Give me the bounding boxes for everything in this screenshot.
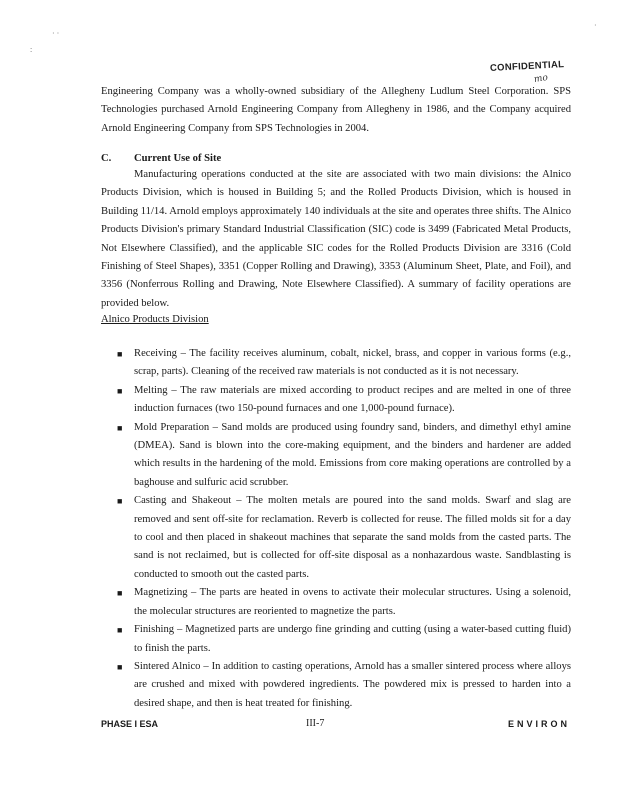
confidential-stamp: CONFIDENTIAL <box>489 59 565 74</box>
division-subheading: Alnico Products Division <box>101 314 209 325</box>
intro-paragraph: Engineering Company was a wholly-owned subsidiary of the Allegheny Ludlum Steel Corporation. SPS Technologies purchased Arnold Engineering Company from Allegheny in 1986, and the Company acquired Arnold Engineering Company from SPS Technologies in 2004. <box>101 86 571 134</box>
bullet-icon: ■ <box>117 625 123 636</box>
list-item <box>101 345 571 382</box>
list-item-text: Magnetizing – The parts are heated in ovens to activate their molecular structures. Using a solenoid, the molecular structures are reoriented to magnetize the parts. <box>134 587 571 617</box>
footer-report-label: PHASE I ESA <box>101 719 159 729</box>
list-item <box>101 584 571 621</box>
section-paragraph: Manufacturing operations conducted at the site are associated with two main divisions: the Alnico Products Division, which is housed in Building 5; and the Rolled Products Division, which is housed in Building 11/14. Arnold employs approximately 140 individuals at the site and operates three shifts. The Alnico Products Division's primary Standard Industrial Classification (SIC) code is 3499 (Fabricated Metal Products, Not Elsewhere Classified), and the applicable SIC codes for the Rolled Products Division are 3316 (Cold Finishing of Steel Shapes), 3351 (Copper Rolling and Drawing), 3353 (Aluminum Sheet, Plate, and Foil), and 3356 (Nonferrous Rolling and Drawing, Note Elsewhere Classified). A summary of facility operations are provided below. <box>101 169 571 309</box>
list-item <box>101 419 571 493</box>
list-item-text: Receiving – The facility receives aluminum, cobalt, nickel, brass, and copper in various forms (e.g., scrap, parts). Cleaning of the received raw materials is not conducted as it is not necessary. <box>134 348 571 378</box>
bullet-icon: ■ <box>117 385 123 396</box>
list-item-text: Mold Preparation – Sand molds are produced using foundry sand, binders, and dimethyl ethyl amine (DMEA). Sand is blown into the core-making equipment, and the binders and hardener are added which results in the hardening of the mold. Emissions from core making operations are controlled by a baghouse and sulfuric acid scrubber. <box>134 421 571 488</box>
bullet-icon: ■ <box>117 588 123 599</box>
list-item-text: Finishing – Magnetized parts are undergo fine grinding and cutting (using a water-based cutting fluid) to finish the parts. <box>134 624 571 654</box>
list-item <box>101 382 571 419</box>
list-item <box>101 492 571 584</box>
page-number: III-7 <box>306 718 325 729</box>
bullet-icon: ■ <box>117 661 123 672</box>
footer-company: ENVIRON <box>508 719 571 729</box>
scan-speck: · · <box>52 29 60 38</box>
list-item-text: Sintered Alnico – In addition to casting operations, Arnold has a smaller sintered process where alloys are crushed and mixed with powdered ingredients. The powdered mix is pressed to harden into a desired shape, and then is heat treated for finishing. <box>134 660 571 709</box>
list-item <box>101 658 571 713</box>
bullet-icon: ■ <box>117 496 123 507</box>
stamp-initials: mo <box>533 72 549 86</box>
list-item-text: Melting – The raw materials are mixed according to product recipes and are melted in one of three induction furnaces (two 150-pound furnaces and one 1,000-pound furnace). <box>134 384 571 415</box>
bullet-icon: ■ <box>117 422 123 433</box>
scan-speck: · <box>594 21 597 30</box>
operations-list <box>101 345 571 713</box>
section-title: Current Use of Site <box>134 153 222 164</box>
list-item <box>101 621 571 658</box>
bullet-icon: ■ <box>117 349 123 359</box>
section-number: C. <box>101 153 112 164</box>
scan-speck: : <box>30 45 33 54</box>
list-item-text: Casting and Shakeout – The molten metals are poured into the sand molds. Swarf and slag are removed and sent off-site for reclamation. Reverb is collected for reuse. The filled molds sit for a day to cool and then placed in shakeout machines that separate the sand molds from the casted parts. The sand is not reclaimed, but is collected for off-site disposal as a nonhazardous waste. Sandblasting is conducted to smooth out the casted parts. <box>134 495 571 580</box>
